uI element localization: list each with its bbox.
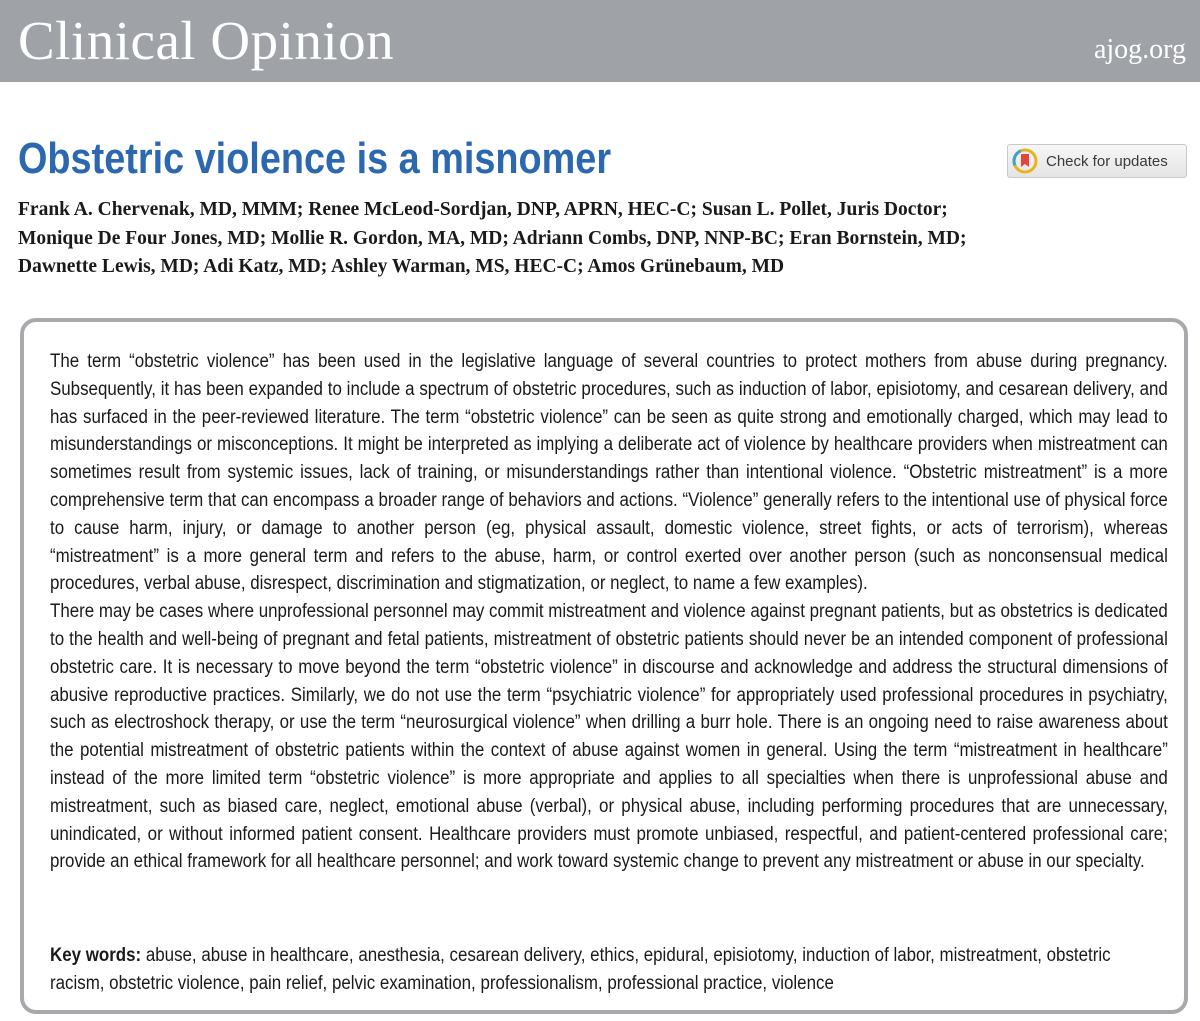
author-line: Monique De Four Jones, MD; Mollie R. Gordon, MA, MD; Adriann Combs, DNP, NNP-BC; Eran Bornstein, MD; [18,227,967,249]
author-list [18,196,1188,282]
check-for-updates-button[interactable] [1007,144,1187,178]
abstract-paragraph: The term “obstetric violence” has been used in the legislative language of several countries to protect mothers from abuse during pregnancy. Subsequently, it has been expanded to include a spectrum of obstetric procedures, such as induction of labor, episiotomy, and cesarean delivery, and has surfaced in the peer-reviewed literature. The term “obstetric violence” can be seen as quite strong and emotionally charged, which may lead to misunderstandings or misconceptions. It might be interpreted as implying a deliberate act of violence by healthcare providers when mistreatment can sometimes result from systemic issues, lack of training, or misunderstandings rather than intentional violence. “Obstetric mistreatment” is a more comprehensive term that can encompass a broader range of behaviors and actions. “Violence” generally refers to the intentional use of physical force to cause harm, injury, or damage to another person (eg, physical assault, domestic violence, street fights, or acts of terrorism), whereas “mistreatment” is a more general term and refers to the abuse, harm, or control exerted over another person (such as nonconsensual medical procedures, verbal abuse, disrespect, discrimination and stigmatization, or neglect, to name a few examples). [50,351,1168,595]
article-title: Obstetric violence is a misnomer [18,134,612,183]
keywords [50,942,1168,998]
keywords-text: abuse, abuse in healthcare, anesthesia, cesarean delivery, ethics, epidural, episiotomy, induction of labor, mistreatment, obstetric racism, obstetric violence, pain relief, pelvic examination, professionalism, professional practice, violence [50,945,1111,994]
author-line: Frank A. Chervenak, MD, MMM; Renee McLeod-Sordjan, DNP, APRN, HEC-C; Susan L. Pollet, Juris Doctor; [18,199,948,220]
abstract-paragraph: There may be cases where unprofessional personnel may commit mistreatment and violence against pregnant patients, but as obstetrics is dedicated to the health and well-being of pregnant and fetal patients, mistreatment of obstetric patients should never be an intended component of professional obstetric care. It is necessary to move beyond the term “obstetric violence” in discourse and acknowledge and address the structural dimensions of abusive reproductive practices. Similarly, we do not use the term “psychiatric violence” for appropriately used professional procedures in psychiatry, such as electroshock therapy, or use the term “neurosurgical violence” when drilling a burr hole. There is an ongoing need to raise awareness about the potential mistreatment of obstetric patients within the context of abuse against women in general. Using the term “mistreatment in healthcare” instead of the more limited term “obstetric violence” is more appropriate and applies to all specialties when there is unprofessional abuse and mistreatment, such as biased care, neglect, emotional abuse (verbal), or physical abuse, including performing procedures that are unnecessary, unindicated, or without informed patient consent. Healthcare providers must promote unbiased, respectful, and patient-centered professional care; provide an ethical framework for all healthcare personnel; and work toward systemic change to prevent any mistreatment or abuse in our specialty. [50,601,1168,873]
check-for-updates-icon [1012,148,1038,174]
abstract-box [20,318,1188,1014]
check-for-updates-label: Check for updates [1046,152,1168,170]
author-line: Dawnette Lewis, MD; Adi Katz, MD; Ashley Warman, MS, HEC-C; Amos Grünebaum, MD [18,256,785,277]
keywords-label: Key words: [50,945,142,966]
section-banner [0,0,1200,82]
abstract-body [50,348,1168,876]
journal-url[interactable]: ajog.org [1093,34,1186,65]
section-label: Clinical Opinion [18,10,395,71]
